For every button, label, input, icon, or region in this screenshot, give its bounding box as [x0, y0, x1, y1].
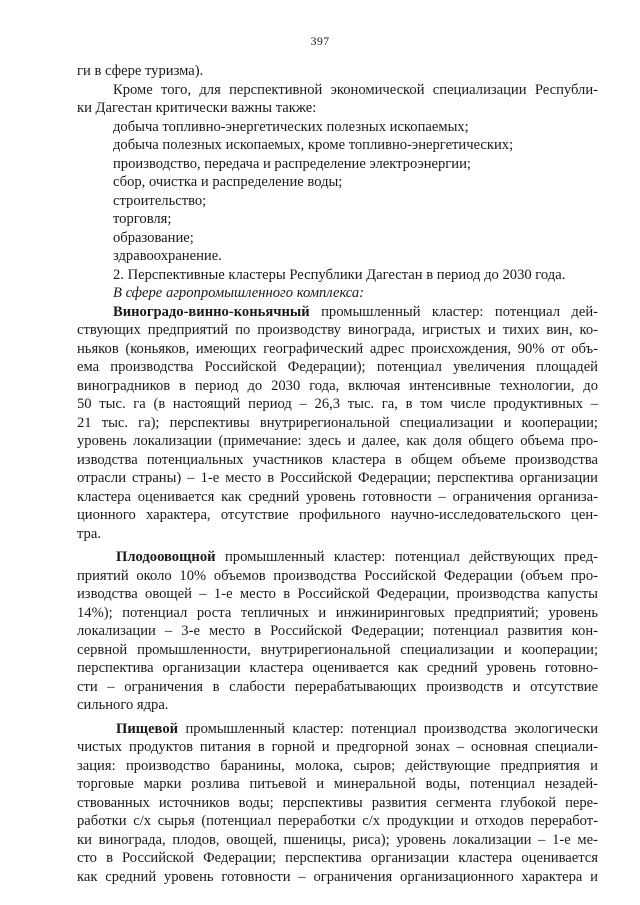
cluster-name: Пищевой [116, 720, 179, 737]
text-line: отрасли страны) – 1-е место в Российской Федерации; перспектива организации [77, 470, 598, 486]
text-line: ционного характера, отсутствие профильного научно-исследовательского цен- [77, 507, 598, 523]
subsection-heading: В сфере агропромышленного комплекса: [113, 285, 365, 301]
text-line: сто в Российской Федерации; перспектива организации кластера оценивается [77, 850, 598, 866]
list-item: добыча топливно-энергетических полезных ископаемых; [113, 118, 469, 135]
text-line: Виноградо-винно-коньячный промышленный кластер: потенциал дей- [113, 303, 598, 320]
text-line: кластера оценивается как средний уровень готовности – ограничения организа- [77, 488, 598, 505]
text-line: ги в сфере туризма). [77, 63, 204, 79]
text-line: ствованных источников воды; перспективы развития сегмента глубокой пере- [77, 794, 598, 811]
text-line: изводства овощей – 1-е место в Российской Федерации, производства капусты [77, 586, 598, 602]
text-line: сервной промышленности, внутрирегиональной специализации и кооперации; [77, 641, 598, 658]
list-item: добыча полезных ископаемых, кроме топливно-энергетических; [113, 137, 514, 153]
text-line: 50 тыс. га (в настоящий период – 26,3 тыс. га, в том числе продуктивных – [77, 396, 598, 412]
text-line: торговые марки розлива питьевой и минеральной воды, потенциал незадей- [77, 776, 598, 792]
text-line: как средний уровень готовности – ограничения организационного характера и [77, 868, 598, 885]
list-item: торговля; [113, 211, 172, 227]
list-item: сбор, очистка и распределение воды; [113, 174, 343, 190]
list-item: образование; [113, 229, 194, 246]
text-line: ньяков (коньяков, имеющих географический адрес происхождения, 90% от объ- [77, 340, 598, 357]
text-line: тра. [77, 525, 101, 542]
text-line: 21 тыс. га); перспективы внутрирегиональной специализации и кооперации; [77, 414, 598, 431]
text-line: локализации – 3-е место в Российской Федерации; потенциал развития кон- [77, 623, 598, 639]
section-heading: 2. Перспективные кластеры Республики Дагестан в период до 2030 года. [113, 266, 566, 283]
text-line: перспектива организации кластера оценивается как средний уровень готовно- [77, 660, 598, 676]
text-line: изводства потенциальных участников кластера в общем объеме производства [77, 451, 598, 468]
text-line: Кроме того, для перспективной экономической специализации Республи- [113, 81, 598, 98]
body-text [77, 62, 598, 886]
text-line: сти – ограничения в слабости перерабатывающих производств и отсутствие [77, 678, 598, 695]
cluster-name: Плодоовощной [116, 549, 216, 565]
text-line: ки Дагестан критически важны также: [77, 100, 317, 116]
list-item: строительство; [113, 192, 207, 209]
list-item: здравоохранение. [113, 248, 222, 264]
page-number: 397 [310, 34, 330, 48]
text-line: 14%); потенциал роста тепличных и инжиниринговых предприятий; уровень [77, 604, 598, 621]
text-line: ствующих предприятий по производству винограда, игристых и тихих вин, ко- [77, 322, 598, 338]
text-line: ки винограда, плодов, овощей, пшеницы, риса); уровень локализации – 1-е ме- [77, 831, 598, 848]
text-line: Пищевой промышленный кластер: потенциал производства экологически [116, 720, 598, 737]
text-line: зация: производство баранины, молока, сыров; действующие предприятия и [77, 757, 598, 774]
text-line: ема производства Российской Федерации); потенциал увеличения площадей [77, 359, 598, 375]
list-item: производство, передача и распределение электроэнергии; [113, 155, 471, 172]
text-line: виноградников в период до 2030 года, включая интенсивные технологии, до [77, 377, 598, 394]
text-line: чистых продуктов питания в горной и предгорной зонах – основная специали- [77, 739, 598, 755]
text-line: Плодоовощной промышленный кластер: потенциал действующих пред- [116, 549, 598, 565]
text-line: сильного ядра. [77, 697, 169, 713]
cluster-name: Виноградо-винно-коньячный [113, 303, 310, 320]
text-line: уровень локализации (примечание: здесь и далее, как доля общего объема про- [77, 433, 598, 449]
text-line: приятий около 10% объемов производства Российской Федерации (объем про- [77, 567, 598, 584]
text-line: работки с/х сырья (потенциал переработки с/х продукции и отходов переработ- [77, 813, 598, 829]
